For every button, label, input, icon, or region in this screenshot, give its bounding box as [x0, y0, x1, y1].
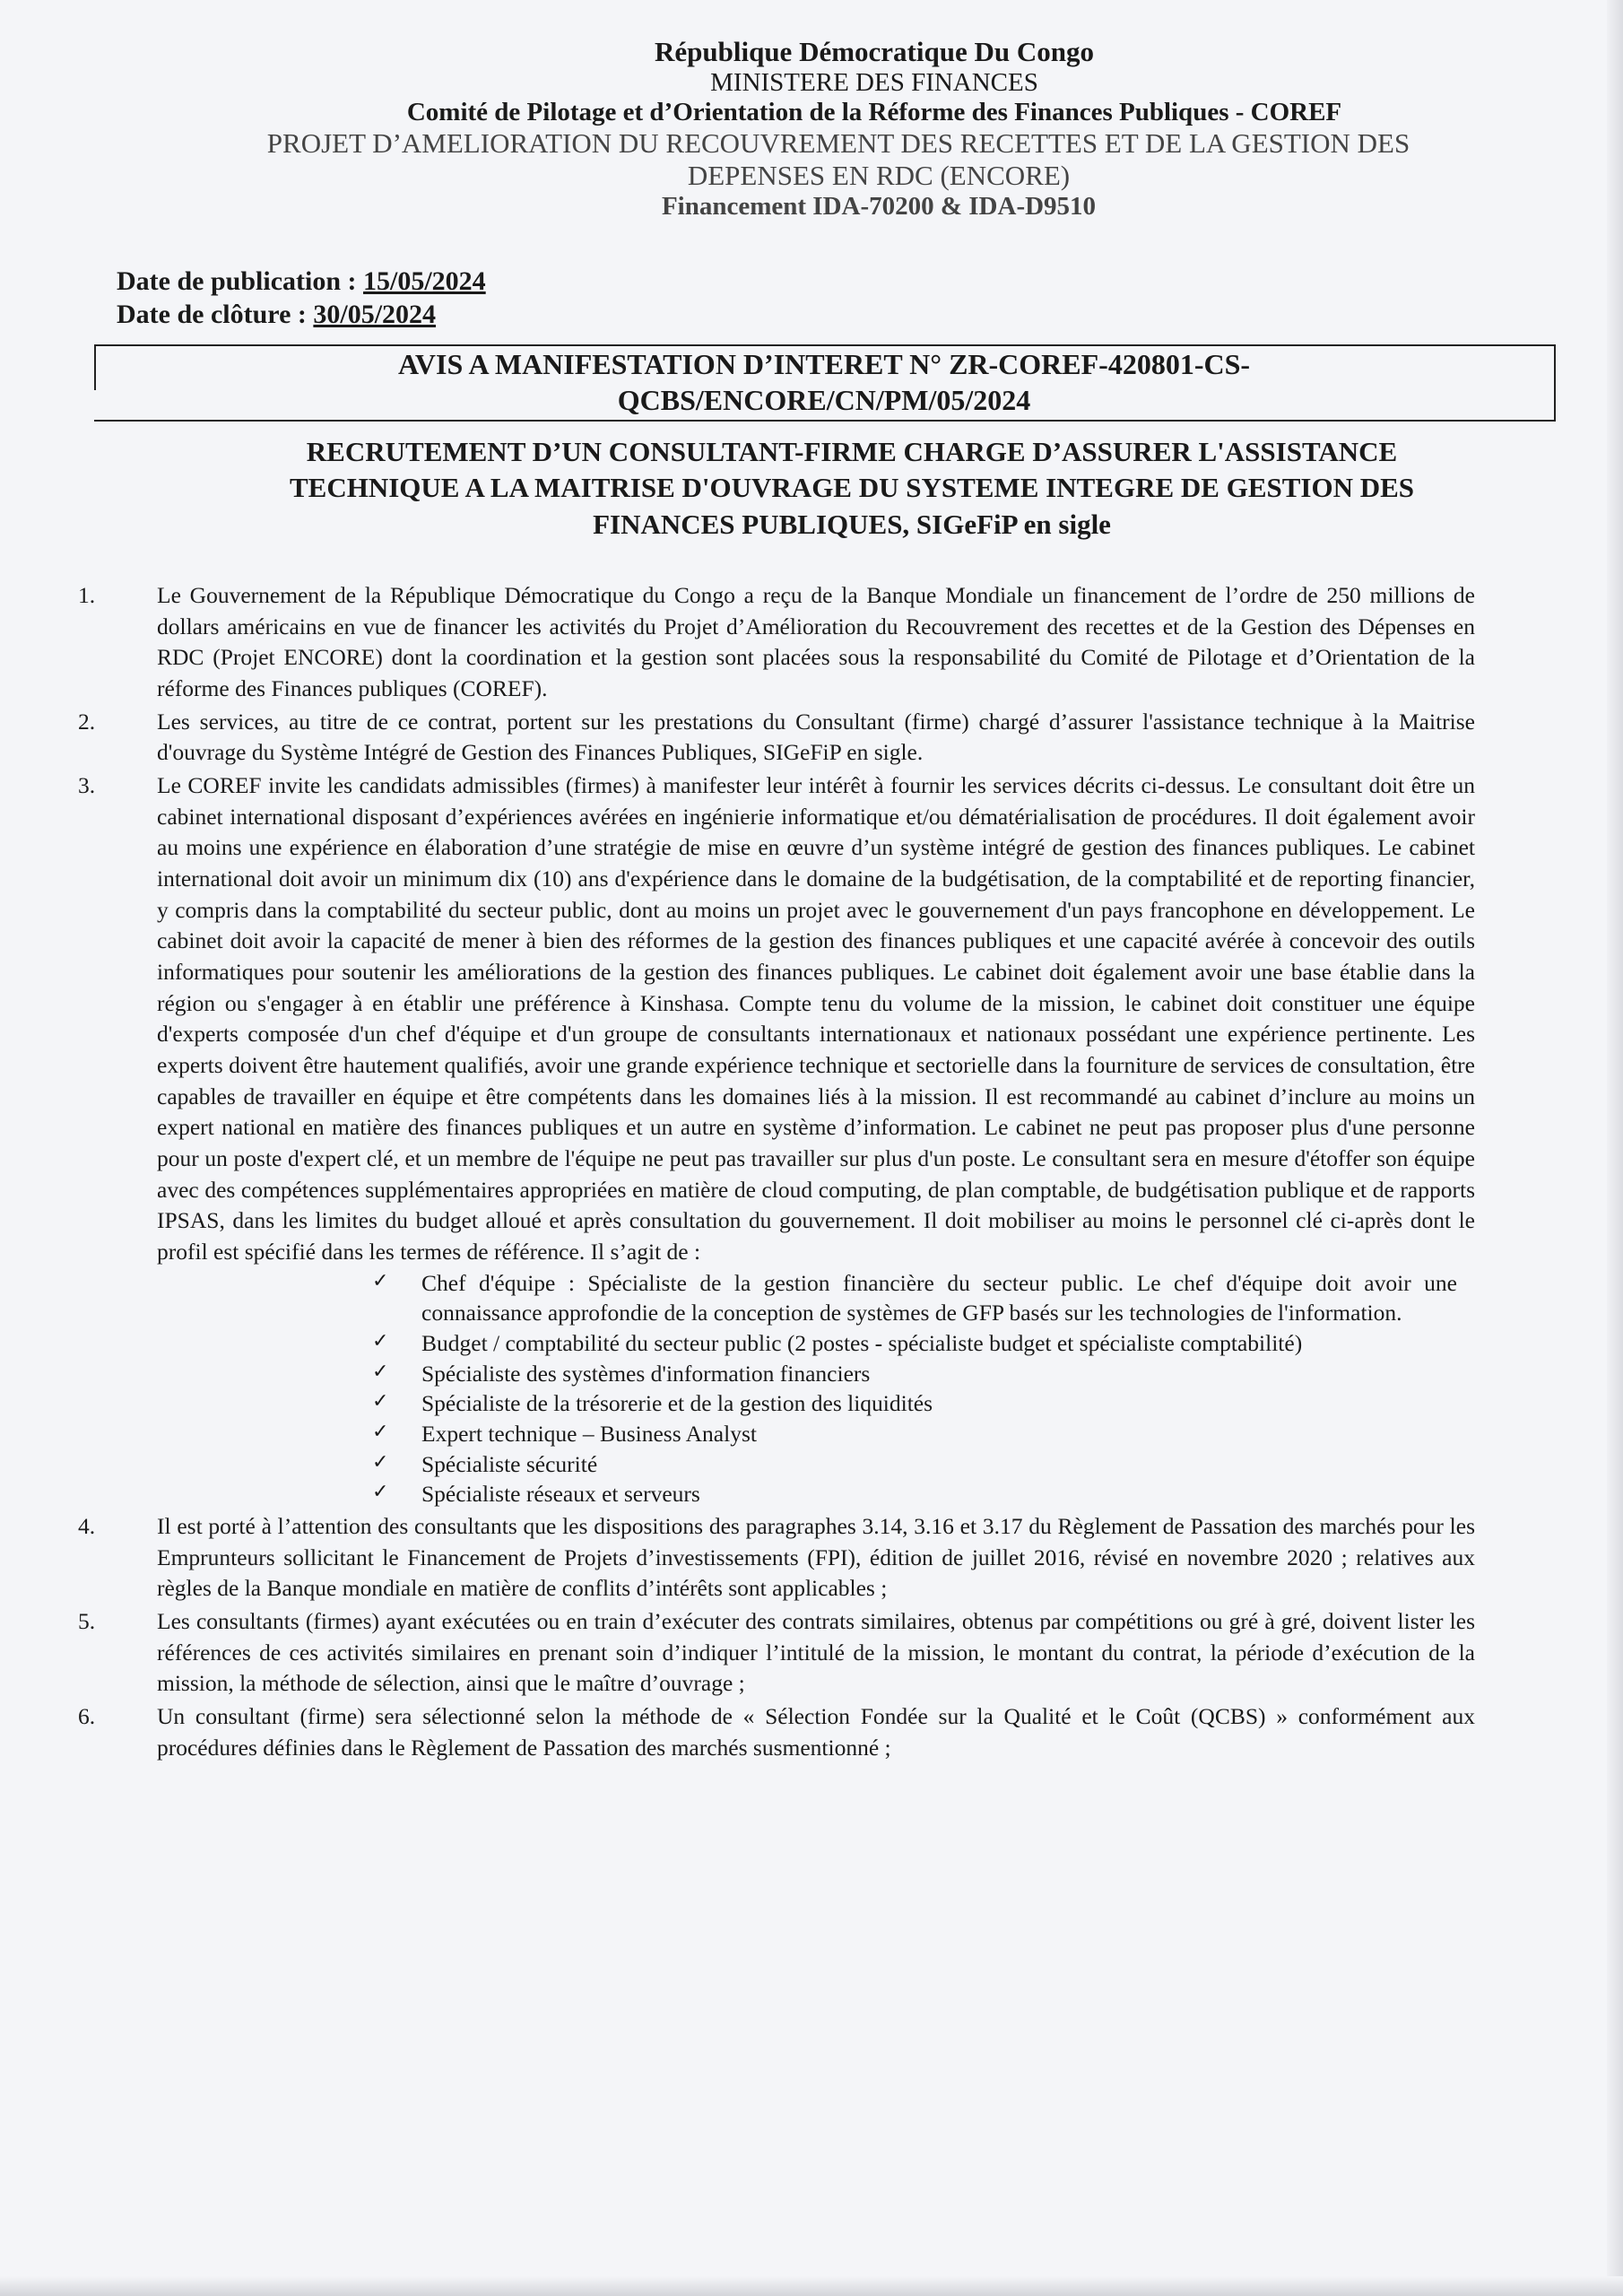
paragraph-text: Un consultant (firme) sera sélectionné selon la méthode de « Sélection Fondée sur la Qualité et le Coût (QCBS) » conformément aux procédures définies dans le Règlement de Passation des marchés susmentionné ;: [157, 1702, 1475, 1761]
publication-date-value: 15/05/2024: [363, 265, 486, 296]
publication-date: Date de publication : 15/05/2024: [117, 265, 486, 296]
recruitment-title: RECRUTEMENT D’UN CONSULTANT-FIRME CHARGE D’ASSURER L'ASSISTANCE TECHNIQUE A LA MAITRISE D'OUVRAGE DU SYSTEME INTEGRE DE GESTION DES FINANCES PUBLIQUES, SIGeFiP en sigle: [289, 435, 1415, 540]
paragraph-text: Le Gouvernement de la République Démocratique du Congo a reçu de la Banque Mondiale un financement de l’ordre de 250 millions de dollars américains en vue de financer les activités du Projet d’Amélioration du Recouvrement des recettes et de la Gestion des Dépenses en RDC (Projet ENCORE) dont la coordination et la gestion sont placées sous la responsabilité du Comité de Pilotage et d’Orientation de la réforme des Finances publiques (COREF).: [157, 581, 1475, 701]
notice-reference-box: [94, 344, 1556, 422]
paragraph-6: [78, 1701, 1475, 1763]
paragraph-text: Les services, au titre de ce contrat, portent sur les prestations du Consultant (firme) chargé d’assurer l'assistance technique à la Maitrise d'ouvrage du Système Intégré de Gestion des Finances Publiques, SIGeFiP en sigle.: [157, 708, 1475, 766]
paragraph-number: 5.: [78, 1607, 96, 1634]
project-name-line2: DEPENSES EN RDC (ENCORE): [687, 159, 1071, 191]
financing-line: Financement IDA-70200 & IDA-D9510: [661, 191, 1097, 221]
key-staff-item: ✓ Budget / comptabilité du secteur public (2 postes - spécialiste budget et spécialiste comptabilité): [372, 1329, 1303, 1356]
notice-line2: QCBS/ENCORE/CN/PM/05/2024: [617, 383, 1031, 416]
key-staff-item: ✓ Chef d'équipe : Spécialiste de la gestion financière du secteur public. Le chef d'équipe doit avoir une connaissance approfondie de la conception de systèmes de GFP basés sur les technologies de l'information.: [372, 1269, 1457, 1326]
closing-date-value: 30/05/2024: [313, 300, 437, 330]
paragraph-2: [78, 707, 1475, 769]
check-icon: ✓: [372, 1360, 389, 1383]
check-icon: ✓: [372, 1481, 389, 1504]
check-icon: ✓: [372, 1269, 389, 1292]
paragraph-1: [78, 580, 1475, 705]
letterhead: [135, 36, 1488, 222]
paragraph-text: Les consultants (firmes) ayant exécutées ou en train d’exécuter des contrats similaires, obtenus par compétitions ou gré à gré, doivent lister les références de ces activités similaires en prenant soin d’indiquer l’intitulé de la mission, le montant du contrat, la période d’exécution de la mission, la méthode de sélection, ainsi que le maître d’ouvrage ;: [157, 1607, 1475, 1697]
scan-edge-right: [1607, 0, 1623, 2296]
paragraph-text: Il est porté à l’attention des consultants que les dispositions des paragraphes 3.14, 3.16 et 3.17 du Règlement de Passation des marchés pour les Emprunteurs sollicitant le Financement de Projets d’investissements (FPI), édition de juillet 2016, révisé en novembre 2020 ; relatives aux règles de la Banque mondiale en matière de conflits d’intérêts sont applicables ;: [157, 1512, 1475, 1602]
ministry-name: MINISTERE DES FINANCES: [710, 67, 1038, 97]
key-staff-item: ✓ Spécialiste des systèmes d'information financiers: [372, 1360, 871, 1387]
project-name-line1: PROJET D’AMELIORATION DU RECOUVREMENT DES RECETTES ET DE LA GESTION DES: [266, 127, 1410, 160]
key-staff-item: ✓ Spécialiste sécurité: [372, 1450, 598, 1477]
paragraph-5: [78, 1606, 1475, 1700]
check-icon: ✓: [372, 1329, 389, 1352]
paragraph-number: 4.: [78, 1512, 96, 1539]
notice-line1: AVIS A MANIFESTATION D’INTERET N° ZR-COREF-420801-CS-: [397, 347, 1251, 380]
check-icon: ✓: [372, 1420, 389, 1443]
paragraph-4: [78, 1511, 1475, 1605]
paragraph-number: 3.: [78, 771, 96, 798]
committee-name: Comité de Pilotage et d’Orientation de la Réforme des Finances Publiques - COREF: [406, 97, 1342, 126]
paragraph-3: [78, 770, 1475, 1509]
paragraph-number: 2.: [78, 708, 96, 735]
check-icon: ✓: [372, 1450, 389, 1474]
closing-date: Date de clôture : 30/05/2024: [117, 300, 437, 330]
country-name: République Démocratique Du Congo: [654, 36, 1094, 67]
dates-block: [117, 265, 1488, 332]
paragraph-text: Le COREF invite les candidats admissibles (firmes) à manifester leur intérêt à fournir les services décrits ci-dessus. Le consultant doit être un cabinet international disposant d’expériences avérées en ingénierie informatique et/ou dématérialisation de procédures. Il doit également avoir au moins une expérience en élaboration d’une stratégie de mise en œuvre d’un système intégré de gestion des finances publiques. Le cabinet international doit avoir un minimum dix (10) ans d'expérience dans le domaine de la budgétisation, de la comptabilité et de reporting financier, y compris dans la comptabilité du secteur public, dont au moins un projet avec le gouvernement d'un pays francophone en développement. Le cabinet doit avoir la capacité de mener à bien des réformes de la gestion des finances publiques et une capacité avérée à concevoir des outils informatiques pour soutenir les améliorations de la gestion des finances publiques. Le cabinet doit également avoir une base établie dans la région ou s'engager à en établir une préférence à Kinshasa. Compte tenu du volume de la mission, le cabinet doit constituer une équipe d'experts composée d'un chef d'équipe et d'un groupe de consultants internationaux et nationaux possédant une expérience pertinente. Les experts doivent être hautement qualifiés, avoir une grande expérience technique et sectorielle dans la fourniture de services de consultation, être capables de travailler en équipe et être compétents dans les domaines liés à la mission. Il est recommandé au cabinet d’inclure au moins un expert national en matière des finances publiques et un autre en système d’information. Le cabinet ne peut pas proposer plus d'une personne pour un poste d'expert clé, et un membre de l'équipe ne peut pas travailler sur plus d'un poste. Le consultant sera en mesure d'étoffer son équipe avec des compétences supplémentaires appropriées en matière de cloud computing, de plan comptable, de budgétisation publique et de rapports IPSAS, dans les limites du budget alloué et après consultation du gouvernement. Il doit mobiliser au moins le personnel clé ci-après dont le profil est spécifié dans les termes de référence. Il s’agit de :: [157, 771, 1475, 1265]
paragraph-number: 1.: [78, 581, 96, 608]
paragraph-list: [78, 580, 1475, 1763]
key-staff-item: ✓ Spécialiste réseaux et serveurs: [372, 1481, 700, 1508]
check-icon: ✓: [372, 1390, 389, 1413]
scan-edge-bottom: [0, 2276, 1623, 2296]
key-staff-item: ✓ Expert technique – Business Analyst: [372, 1420, 757, 1447]
key-staff-item: ✓ Spécialiste de la trésorerie et de la gestion des liquidités: [372, 1390, 933, 1417]
key-staff-list: [372, 1268, 1457, 1509]
paragraph-number: 6.: [78, 1702, 96, 1729]
